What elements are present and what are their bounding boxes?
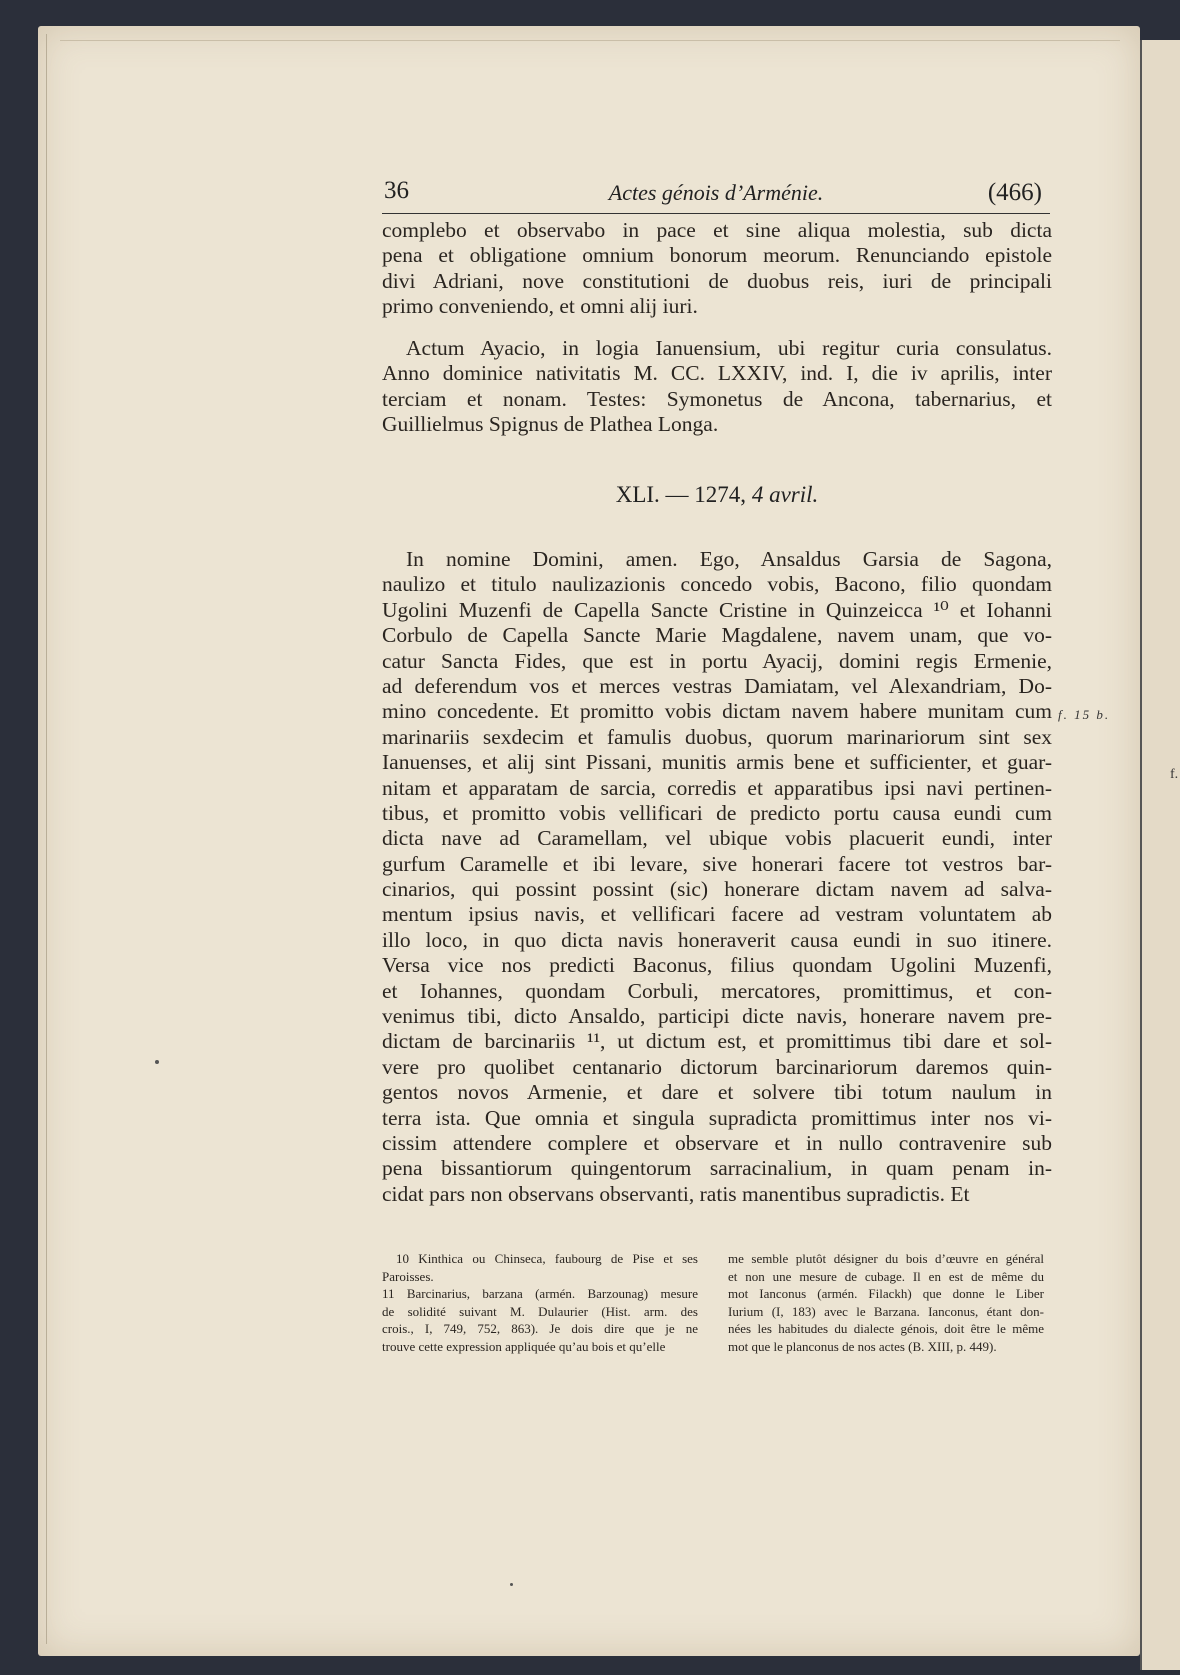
act-number: XLI. — 1274, <box>615 482 747 507</box>
text-line: 10 Kinthica ou Chinseca, faubourg de Pise et ses <box>396 1251 698 1266</box>
paper-speck <box>155 1060 159 1064</box>
text-line: pena et obligatione omnium bonorum meorum. Renunciando epistole <box>382 243 1052 268</box>
text-line: Iurium (I, 183) avec le Barzana. Ianconus, étant don- <box>728 1303 1044 1319</box>
text-line: primo conveniendo, et omni alij iuri. <box>382 294 698 319</box>
text-line: In nomine Domini, amen. Ego, Ansaldus Garsia de Sagona, <box>406 547 1052 571</box>
text-line: Versa vice nos predicti Baconus, filius quondam Ugolini Muzenfi, <box>382 953 1052 978</box>
act-date: 4 avril. <box>751 482 819 507</box>
running-header <box>382 175 1050 214</box>
text-line: terciam et nonam. Testes: Symonetus de Ancona, tabernarius, et <box>382 386 1052 411</box>
text-line: vere pro quolibet centanario dictorum barcinariorum daremos quin- <box>382 1054 1052 1079</box>
text-line: catur Sancta Fides, que est in portu Ayacij, domini regis Ermenie, <box>382 648 1052 673</box>
page-top-edge <box>60 40 1120 41</box>
text-line: naulizo et titulo naulizazionis concedo vobis, Bacono, filio quondam <box>382 572 1052 597</box>
act-heading <box>382 482 1052 508</box>
text-line: tibus, et promitto vobis vellificari de predicto portu causa eundi cum <box>382 800 1052 825</box>
text-line: Anno dominice nativitatis M. CC. LXXIV, ind. I, die iv aprilis, inter <box>382 361 1052 386</box>
paper-speck <box>510 1583 513 1586</box>
text-line: mentum ipsius navis, et vellificari facere ad vestram voluntatem ab <box>382 902 1052 927</box>
text-line: mot Ianconus (armén. Filackh) que donne le Liber <box>728 1286 1044 1301</box>
text-line: et non une mesure de cubage. Il en est de même du <box>728 1268 1044 1284</box>
text-line: mot que le planconus de nos actes (B. XIII, p. 449). <box>728 1338 997 1354</box>
running-title: Actes génois d’Arménie. <box>608 180 824 205</box>
text-line: pena bissantiorum quingentorum sarracinalium, in quam penam in- <box>382 1156 1052 1181</box>
text-line: Corbulo de Capella Sancte Marie Magdalene, navem unam, que vo- <box>382 623 1052 648</box>
text-line: cidat pars non observans observanti, ratis manentibus supradictis. Et <box>382 1181 970 1206</box>
text-line: Ianuenses, et alij sint Pissani, munitis armis bene et sufficienter, et guar- <box>382 750 1052 775</box>
text-line: mino concedente. Et promitto vobis dictam navem habere munitam cum <box>382 699 1052 724</box>
text-line: dictam de barcinariis ¹¹, ut dictum est, et promittimus tibi dare et sol- <box>382 1029 1052 1054</box>
text-line: cissim attendere complere et observare et in nullo contravenire sub <box>382 1130 1052 1155</box>
text-line: gurfum Caramelle et ibi levare, sive honerari facere tot vestros bar- <box>382 851 1052 876</box>
next-page-edge <box>1140 40 1180 1670</box>
text-line: nitam et apparatam de sarcia, corredis et apparatibus ipsi navi pertinen- <box>382 775 1052 800</box>
text-line: ad deferendum vos et merces vestras Damiatam, vel Alexandriam, Do- <box>382 673 1052 698</box>
margin-folio-note: f. 15 b. <box>1058 707 1111 722</box>
text-line: Guillielmus Spignus de Plathea Longa. <box>382 412 719 437</box>
footnotes-left-column <box>382 1250 698 1355</box>
paragraph-2 <box>382 336 1052 438</box>
page-number: 36 <box>384 177 409 204</box>
next-page-mark: f. <box>1170 767 1179 782</box>
text-line: dicta nave ad Caramellam, vel ubique vobis placuerit eundi, inter <box>382 826 1052 851</box>
text-line: illo loco, in quo dicta navis honeraverit causa eundi in suo itinere. <box>382 927 1052 952</box>
paragraph-1 <box>382 218 1052 320</box>
text-line: Actum Ayacio, in logia Ianuensium, ubi regitur curia consulatus. <box>406 336 1052 360</box>
text-line: de solidité suivant M. Dulaurier (Hist. arm. des <box>382 1303 698 1319</box>
original-page-number: (466) <box>987 179 1042 206</box>
text-line: et Iohannes, quondam Corbuli, mercatores, promittimus, et con- <box>382 978 1052 1003</box>
text-line: trouve cette expression appliquée qu’au bois et qu’elle <box>382 1338 666 1354</box>
text-line: Ugolini Muzenfi de Capella Sancte Cristine in Quinzeicca ¹⁰ et Iohanni <box>382 597 1052 622</box>
text-line: cinarios, qui possint possint (sic) honerare dictam navem ad salva- <box>382 877 1052 902</box>
page-edge <box>46 34 55 1644</box>
text-line: marinariis sexdecim et famulis duobus, quorum marinariorum sint sex <box>382 724 1052 749</box>
footnotes-right-column <box>728 1250 1044 1355</box>
text-line: me semble plutôt désigner du bois d’œuvre en général <box>728 1251 1044 1266</box>
text-line: terra ista. Que omnia et singula supradicta promittimus inter nos vi- <box>382 1105 1052 1130</box>
text-line: gentos novos Armenie, et dare et solvere tibi totum naulum in <box>382 1080 1052 1105</box>
text-line: Paroisses. <box>382 1268 434 1284</box>
text-line: crois., I, 749, 752, 863). Je dois dire que je ne <box>382 1321 698 1336</box>
text-line: venimus tibi, dicto Ansaldo, participi dicte navis, honerare navem pre- <box>382 1004 1052 1029</box>
text-line: complebo et observabo in pace et sine aliqua molestia, sub dicta <box>382 218 1052 242</box>
text-line: 11 Barcinarius, barzana (armén. Barzounag) mesure <box>382 1286 698 1301</box>
paragraph-3 <box>382 547 1052 1207</box>
text-line: divi Adriani, nove constitutioni de duobus reis, iuri de principali <box>382 268 1052 293</box>
text-line: nées les habitudes du dialecte génois, doit être le même <box>728 1321 1044 1336</box>
